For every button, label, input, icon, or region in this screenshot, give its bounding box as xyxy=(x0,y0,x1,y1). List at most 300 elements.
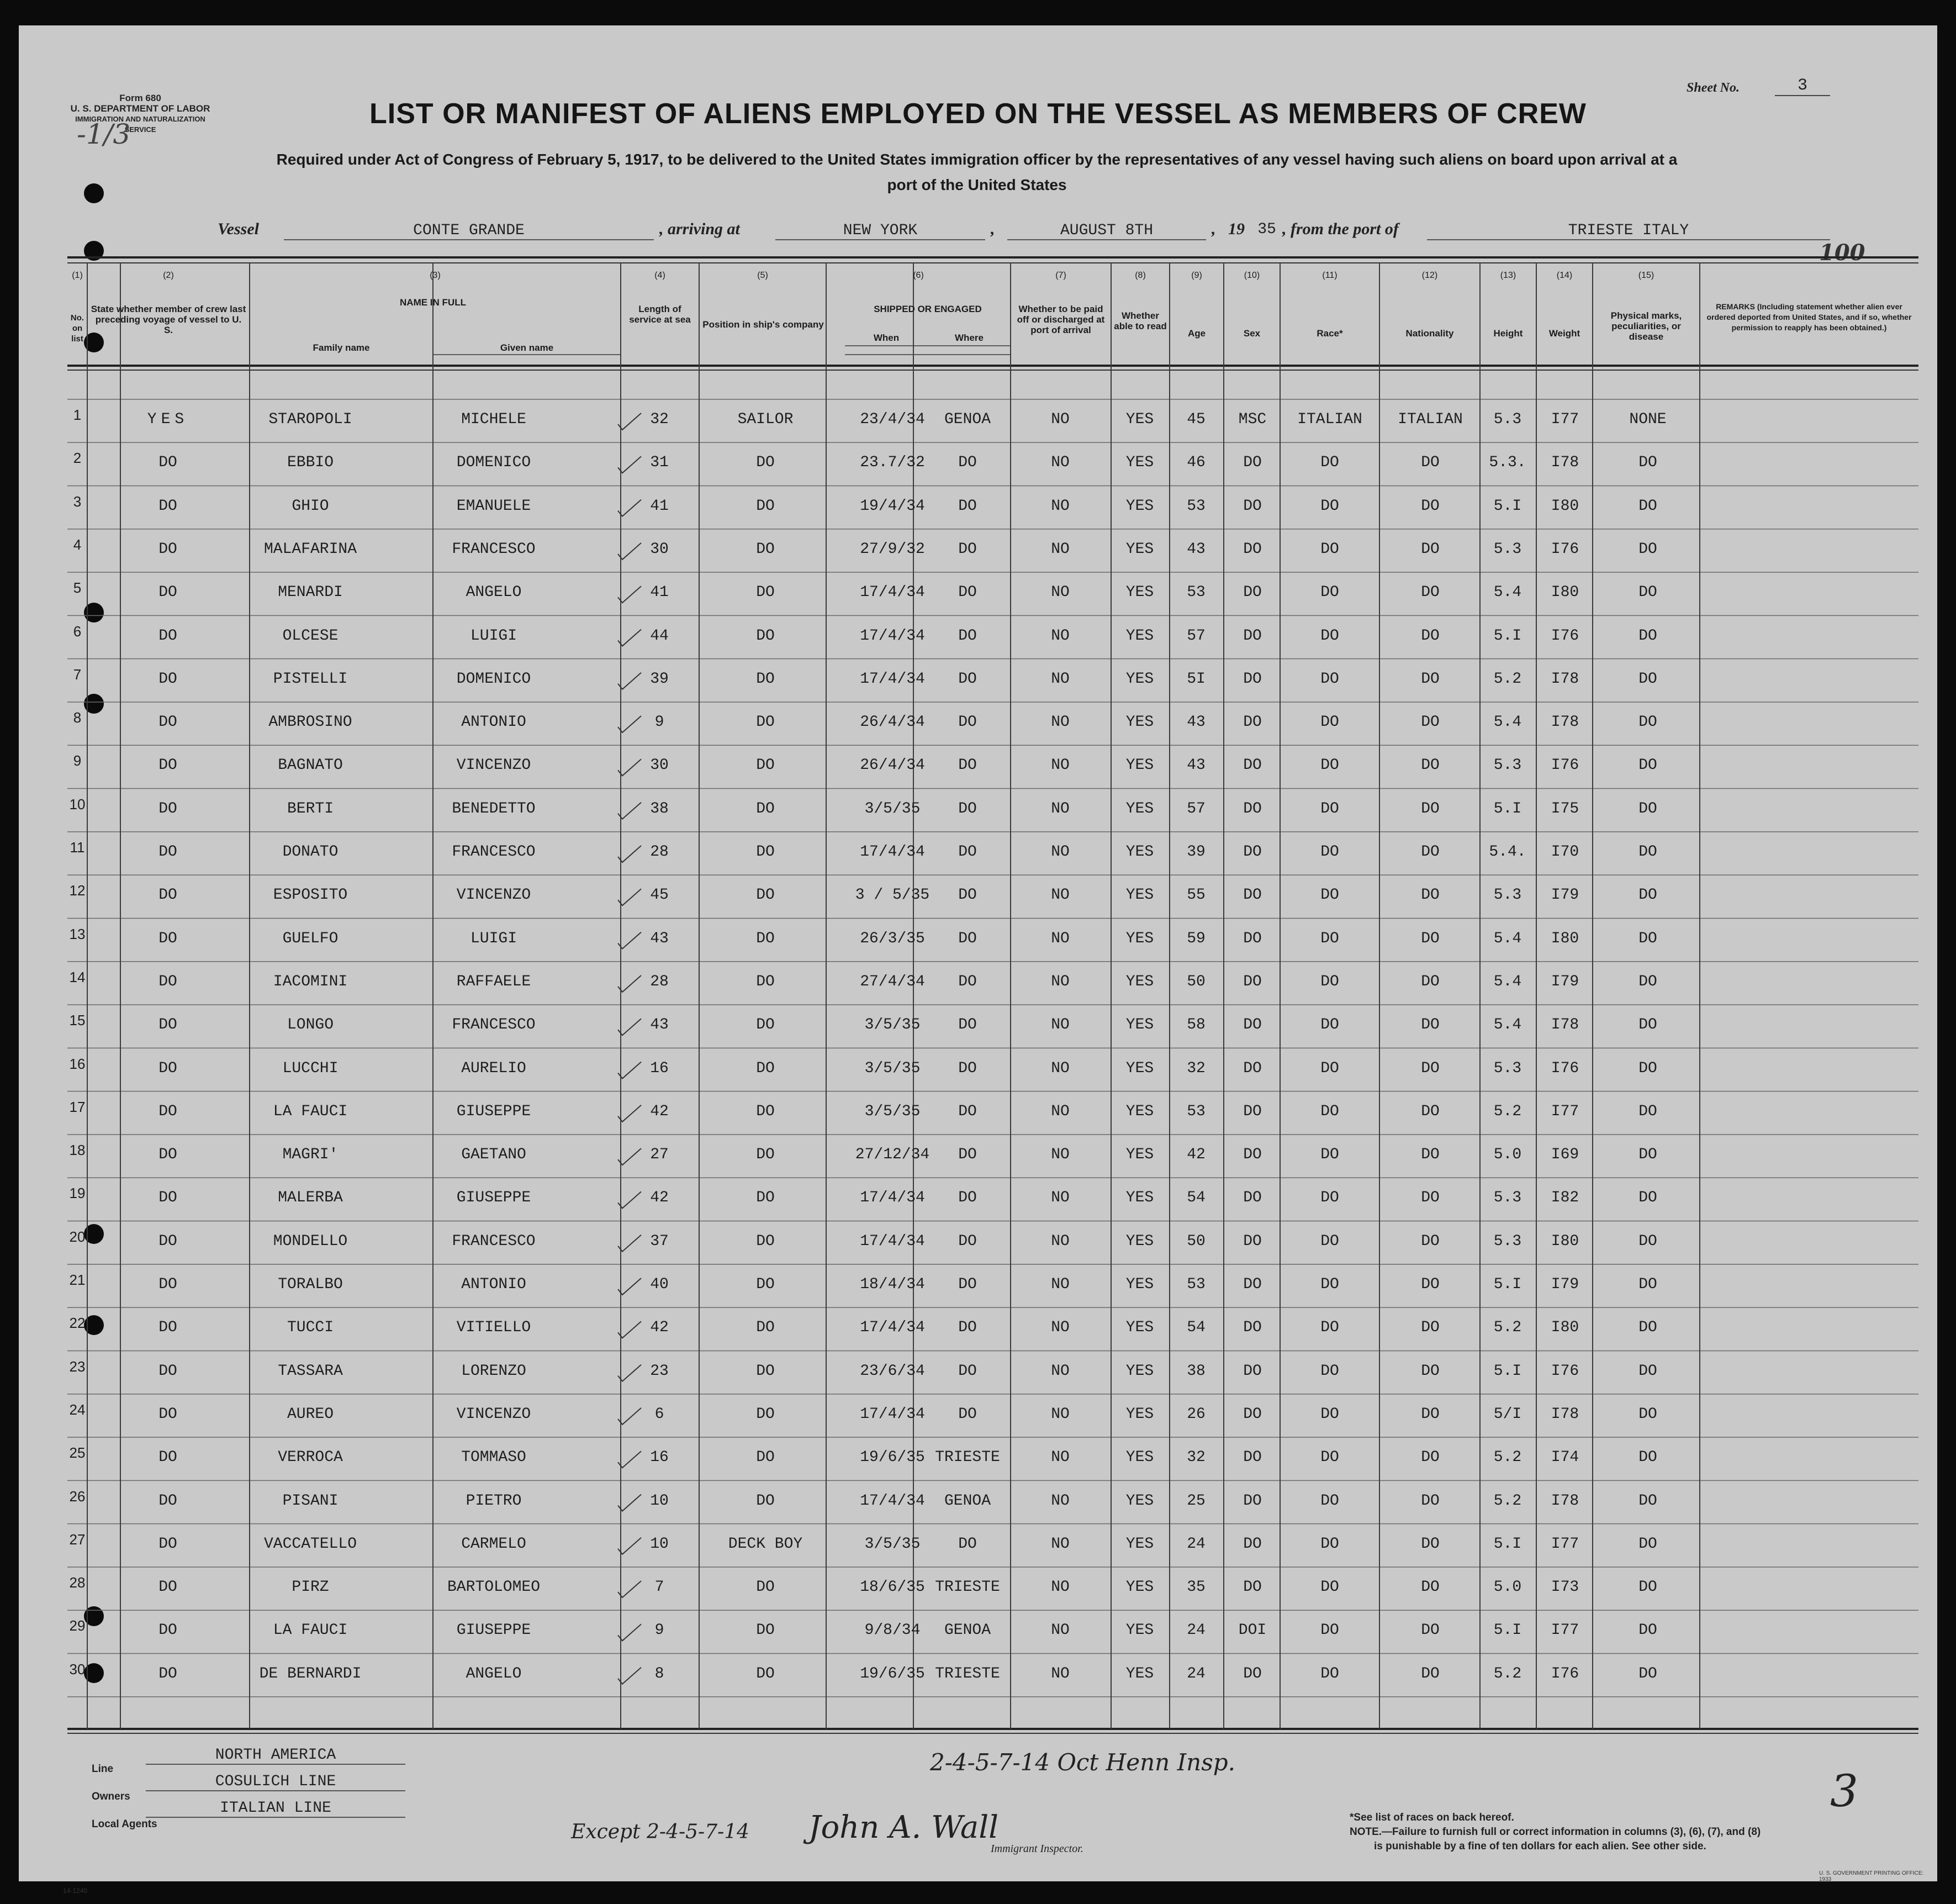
family-name: PISTELLI xyxy=(273,670,348,688)
physical-marks: DO xyxy=(1638,887,1657,904)
line-label: Line xyxy=(92,1763,114,1775)
service-length: 8 xyxy=(654,1665,664,1683)
sex: MSC xyxy=(1238,411,1267,428)
owners-label: Owners xyxy=(92,1791,130,1802)
service-length: 41 xyxy=(650,584,669,602)
shipped-where: DO xyxy=(958,1016,977,1034)
family-name: PIRZ xyxy=(292,1579,329,1596)
family-name: LA FAUCI xyxy=(273,1103,348,1120)
column-header: Family name xyxy=(313,342,370,353)
race: DO xyxy=(1320,540,1339,558)
family-name: GUELFO xyxy=(282,930,339,947)
notes: *See list of races on back hereof. NOTE.—Failure to furnish full or correct information in columns (3), (6), (7), and (8) is punishable by a fine of ten dollars for each alien. See other side. xyxy=(1350,1812,1761,1852)
paid-off: NO xyxy=(1051,627,1070,645)
position: DO xyxy=(756,1492,775,1510)
service-length: 41 xyxy=(650,497,669,515)
paid-off: NO xyxy=(1051,1059,1070,1077)
weight: I77 xyxy=(1551,1103,1579,1120)
printer-imprint: U. S. GOVERNMENT PRINTING OFFICE: 1933 xyxy=(1819,1870,1924,1882)
column-header: (13) xyxy=(1500,271,1516,280)
paid-off: NO xyxy=(1051,1189,1070,1207)
family-name: BAGNATO xyxy=(278,757,343,774)
local-agents-label: Local Agents xyxy=(92,1818,157,1830)
able-to-read: YES xyxy=(1125,540,1154,558)
row-number: 19 xyxy=(69,1185,86,1202)
row-number: 13 xyxy=(69,925,86,942)
race: DO xyxy=(1320,1276,1339,1293)
nationality: ITALIAN xyxy=(1398,411,1463,428)
column-header: Nationality xyxy=(1405,328,1454,339)
nationality: DO xyxy=(1421,1535,1440,1553)
sex: DO xyxy=(1243,497,1262,515)
shipped-where: DO xyxy=(958,627,977,645)
given-name: DOMENICO xyxy=(456,670,531,688)
position: DO xyxy=(756,757,775,774)
height: 5.0 xyxy=(1493,1579,1522,1596)
physical-marks: DO xyxy=(1638,1319,1657,1337)
race: DO xyxy=(1320,1059,1339,1077)
shipped-when: 17/4/34 xyxy=(860,1232,925,1250)
shipped-where: DO xyxy=(958,1059,977,1077)
age: 50 xyxy=(1187,973,1206,990)
shipped-when: 27/12/34 xyxy=(855,1146,930,1164)
able-to-read: YES xyxy=(1125,843,1154,861)
row-number: 11 xyxy=(70,839,85,856)
age: 25 xyxy=(1187,1492,1206,1510)
arrival-port: NEW YORK xyxy=(775,222,985,240)
nationality: DO xyxy=(1421,714,1440,731)
shipped-when: 17/4/34 xyxy=(860,670,925,688)
weight: I79 xyxy=(1551,973,1579,990)
given-name: FRANCESCO xyxy=(452,540,536,558)
sex: DO xyxy=(1243,584,1262,602)
prior-voyage: DO xyxy=(158,1449,177,1467)
prior-voyage: DO xyxy=(158,1016,177,1034)
row-number: 21 xyxy=(69,1272,86,1288)
prior-voyage: DO xyxy=(158,1579,177,1596)
paid-off: NO xyxy=(1051,540,1070,558)
nationality: DO xyxy=(1421,1146,1440,1164)
paid-off: NO xyxy=(1051,1492,1070,1510)
prior-voyage: DO xyxy=(158,540,177,558)
local-agents-value: ITALIAN LINE xyxy=(146,1800,405,1818)
line-value: NORTH AMERICA xyxy=(146,1747,405,1765)
owners-value: COSULICH LINE xyxy=(146,1773,405,1791)
sex: DO xyxy=(1243,1405,1262,1423)
paid-off: NO xyxy=(1051,930,1070,947)
family-name: LUCCHI xyxy=(282,1059,339,1077)
sex: DO xyxy=(1243,1665,1262,1683)
shipped-where: DO xyxy=(958,800,977,817)
nationality: DO xyxy=(1421,1232,1440,1250)
service-length: 10 xyxy=(650,1535,669,1553)
weight: I76 xyxy=(1551,1059,1579,1077)
position: DO xyxy=(756,714,775,731)
given-name: VINCENZO xyxy=(456,757,531,774)
service-length: 9 xyxy=(654,1622,664,1639)
given-name: VITIELLO xyxy=(456,1319,531,1337)
height: 5.3 xyxy=(1493,1232,1522,1250)
nationality: DO xyxy=(1421,497,1440,515)
paid-off: NO xyxy=(1051,1362,1070,1380)
service-length: 7 xyxy=(654,1579,664,1596)
weight: I78 xyxy=(1551,454,1579,472)
position: DO xyxy=(756,1362,775,1380)
height: 5.4 xyxy=(1493,714,1522,731)
column-header: Sex xyxy=(1243,328,1261,339)
able-to-read: YES xyxy=(1125,1103,1154,1120)
physical-marks: DO xyxy=(1638,843,1657,861)
age: 24 xyxy=(1187,1535,1206,1553)
service-length: 40 xyxy=(650,1276,669,1293)
physical-marks: DO xyxy=(1638,584,1657,602)
nationality: DO xyxy=(1421,1622,1440,1639)
row-number: 10 xyxy=(69,795,86,813)
weight: I78 xyxy=(1551,714,1579,731)
position: DO xyxy=(756,497,775,515)
shipped-when: 26/4/34 xyxy=(860,714,925,731)
paid-off: NO xyxy=(1051,973,1070,990)
service-length: 23 xyxy=(650,1362,669,1380)
weight: I73 xyxy=(1551,1579,1579,1596)
age: 57 xyxy=(1187,800,1206,817)
weight: I80 xyxy=(1551,930,1579,947)
able-to-read: YES xyxy=(1125,454,1154,472)
row-number: 29 xyxy=(69,1617,86,1634)
physical-marks: DO xyxy=(1638,1016,1657,1034)
height: 5.3 xyxy=(1493,540,1522,558)
service-length: 28 xyxy=(650,843,669,861)
family-name: MENARDI xyxy=(278,584,343,602)
shipped-when: 3/5/35 xyxy=(864,1016,921,1034)
sex: DO xyxy=(1243,627,1262,645)
column-header: Length of service at sea xyxy=(629,304,691,325)
weight: I79 xyxy=(1551,1276,1579,1293)
given-name: AURELIO xyxy=(461,1059,526,1077)
height: 5.2 xyxy=(1493,1492,1522,1510)
prior-voyage: DO xyxy=(158,627,177,645)
physical-marks: DO xyxy=(1638,1103,1657,1120)
nationality: DO xyxy=(1421,1059,1440,1077)
position: DECK BOY xyxy=(728,1535,803,1553)
shipped-when: 17/4/34 xyxy=(860,1189,925,1207)
shipped-where: DO xyxy=(958,1232,977,1250)
physical-marks: DO xyxy=(1638,930,1657,947)
column-header: (10) xyxy=(1244,271,1260,280)
paid-off: NO xyxy=(1051,1449,1070,1467)
race: DO xyxy=(1320,1232,1339,1250)
race: DO xyxy=(1320,1622,1339,1639)
given-name: ANTONIO xyxy=(461,714,526,731)
service-length: 9 xyxy=(654,714,664,731)
position: DO xyxy=(756,1016,775,1034)
prior-voyage: DO xyxy=(158,584,177,602)
given-name: ANTONIO xyxy=(461,1276,526,1293)
given-name: GIUSEPPE xyxy=(456,1103,531,1120)
physical-marks: DO xyxy=(1638,670,1657,688)
race: DO xyxy=(1320,1146,1339,1164)
age: 54 xyxy=(1187,1189,1206,1207)
position: DO xyxy=(756,1405,775,1423)
column-header: (8) xyxy=(1135,271,1146,280)
position: SAILOR xyxy=(737,411,794,428)
shipped-where: DO xyxy=(958,714,977,731)
sex: DO xyxy=(1243,1276,1262,1293)
prior-voyage: DO xyxy=(158,757,177,774)
age: 43 xyxy=(1187,540,1206,558)
sex: DO xyxy=(1243,1535,1262,1553)
shipped-where: DO xyxy=(958,454,977,472)
row-number: 1 xyxy=(73,407,82,423)
from-port-label: , from the port of xyxy=(1282,220,1399,238)
arrival-date: AUGUST 8TH xyxy=(1007,222,1206,240)
prior-voyage: DO xyxy=(158,843,177,861)
nationality: DO xyxy=(1421,843,1440,861)
sex: DO xyxy=(1243,887,1262,904)
age: 50 xyxy=(1187,1232,1206,1250)
service-length: 6 xyxy=(654,1405,664,1423)
service-length: 30 xyxy=(650,540,669,558)
race: DO xyxy=(1320,1362,1339,1380)
shipped-when: 23/4/34 xyxy=(860,411,925,428)
service-length: 43 xyxy=(650,930,669,947)
row-number: 20 xyxy=(69,1228,86,1245)
family-name: EBBIO xyxy=(287,454,334,472)
family-name: MONDELLO xyxy=(273,1232,348,1250)
race: DO xyxy=(1320,1535,1339,1553)
height: 5.I xyxy=(1493,1622,1522,1639)
prior-voyage: DO xyxy=(158,1405,177,1423)
height: 5.0 xyxy=(1493,1146,1522,1164)
able-to-read: YES xyxy=(1125,1362,1154,1380)
prior-voyage: DO xyxy=(158,1103,177,1120)
prior-voyage: DO xyxy=(158,1276,177,1293)
age: 32 xyxy=(1187,1059,1206,1077)
age: 57 xyxy=(1187,627,1206,645)
height: 5.I xyxy=(1493,1276,1522,1293)
race: DO xyxy=(1320,930,1339,947)
age: 38 xyxy=(1187,1362,1206,1380)
race: DO xyxy=(1320,973,1339,990)
physical-marks: DO xyxy=(1638,1362,1657,1380)
weight: I77 xyxy=(1551,1622,1579,1639)
able-to-read: YES xyxy=(1125,1535,1154,1553)
position: DO xyxy=(756,584,775,602)
family-name: VACCATELLO xyxy=(263,1535,357,1553)
prior-voyage: DO xyxy=(158,1362,177,1380)
subtitle: Required under Act of Congress of February 5, 1917, to be delivered to the United States immigration officer by the representatives of any vessel having such aliens on board upon arrival at a port of the United States xyxy=(276,151,1678,193)
shipped-when: 23/6/34 xyxy=(860,1362,925,1380)
physical-marks: DO xyxy=(1638,540,1657,558)
column-header: Given name xyxy=(500,342,554,353)
height: 5.4 xyxy=(1493,973,1522,990)
column-header: Height xyxy=(1493,328,1523,339)
row-number: 15 xyxy=(69,1012,86,1029)
shipped-when: 17/4/34 xyxy=(860,1319,925,1337)
sex: DO xyxy=(1243,973,1262,990)
sex: DO xyxy=(1243,1449,1262,1467)
position: DO xyxy=(756,670,775,688)
physical-marks: DO xyxy=(1638,497,1657,515)
sex: DO xyxy=(1243,454,1262,472)
family-name: BERTI xyxy=(287,800,334,817)
service-length: 43 xyxy=(650,1016,669,1034)
handwritten-except-note: Except 2-4-5-7-14 xyxy=(571,1821,750,1843)
position: DO xyxy=(756,887,775,904)
able-to-read: YES xyxy=(1125,1319,1154,1337)
column-header: Whether able to read xyxy=(1114,310,1167,331)
able-to-read: YES xyxy=(1125,1059,1154,1077)
shipped-when: 18/6/35 xyxy=(860,1579,925,1596)
height: 5.3 xyxy=(1493,1189,1522,1207)
nationality: DO xyxy=(1421,1665,1440,1683)
service-length: 42 xyxy=(650,1189,669,1207)
column-header: REMARKS (Including statement whether alien ever ordered deported from United States, and if so, whether permission to reapply has been obtained.) xyxy=(1706,302,1912,332)
position: DO xyxy=(756,1319,775,1337)
shipped-where: TRIESTE xyxy=(935,1449,1000,1467)
shipped-when: 3/5/35 xyxy=(864,1059,921,1077)
column-header: Position in ship's company xyxy=(702,319,824,330)
service-length: 16 xyxy=(650,1059,669,1077)
shipped-where: DO xyxy=(958,1405,977,1423)
service-length: 16 xyxy=(650,1449,669,1467)
sex: DO xyxy=(1243,670,1262,688)
age: 24 xyxy=(1187,1622,1206,1639)
handwritten-mark-top-left: -1/3 xyxy=(77,118,131,150)
weight: I77 xyxy=(1551,411,1579,428)
row-number: 27 xyxy=(69,1531,86,1548)
height: 5.3. xyxy=(1489,454,1526,472)
paid-off: NO xyxy=(1051,714,1070,731)
family-name: AUREO xyxy=(287,1405,334,1423)
paid-off: NO xyxy=(1051,411,1070,428)
shipped-where: DO xyxy=(958,1362,977,1380)
prior-voyage: DO xyxy=(158,1059,177,1077)
row-number: 7 xyxy=(73,666,82,683)
position: DO xyxy=(756,454,775,472)
shipped-when: 17/4/34 xyxy=(860,584,925,602)
weight: I78 xyxy=(1551,670,1579,688)
able-to-read: YES xyxy=(1125,411,1154,428)
given-name: VINCENZO xyxy=(456,887,531,904)
service-length: 32 xyxy=(650,411,669,428)
position: DO xyxy=(756,1059,775,1077)
paid-off: NO xyxy=(1051,1276,1070,1293)
family-name: MALERBA xyxy=(278,1189,343,1207)
row-number: 4 xyxy=(73,536,82,553)
shipped-when: 26/3/35 xyxy=(860,930,925,947)
age: 24 xyxy=(1187,1665,1206,1683)
age: 54 xyxy=(1187,1319,1206,1337)
able-to-read: YES xyxy=(1125,714,1154,731)
height: 5.3 xyxy=(1493,887,1522,904)
sex: DO xyxy=(1243,1579,1262,1596)
inspector-signature: John A. Wall xyxy=(808,1810,999,1845)
race: DO xyxy=(1320,757,1339,774)
family-name: OLCESE xyxy=(282,627,339,645)
sex: DO xyxy=(1243,540,1262,558)
paid-off: NO xyxy=(1051,1535,1070,1553)
shipped-where: DO xyxy=(958,497,977,515)
shipped-where: DO xyxy=(958,1276,977,1293)
paid-off: NO xyxy=(1051,497,1070,515)
service-length: 31 xyxy=(650,454,669,472)
race: DO xyxy=(1320,1492,1339,1510)
race: DO xyxy=(1320,1665,1339,1683)
row-number: 18 xyxy=(69,1142,86,1159)
row-number: 14 xyxy=(69,968,86,985)
weight: I76 xyxy=(1551,757,1579,774)
shipped-when: 19/4/34 xyxy=(860,497,925,515)
nationality: DO xyxy=(1421,584,1440,602)
prior-voyage: DO xyxy=(158,1146,177,1164)
race: DO xyxy=(1320,670,1339,688)
shipped-where: DO xyxy=(958,540,977,558)
age: 59 xyxy=(1187,930,1206,947)
paid-off: NO xyxy=(1051,670,1070,688)
nationality: DO xyxy=(1421,627,1440,645)
height: 5.4 xyxy=(1493,1016,1522,1034)
nationality: DO xyxy=(1421,887,1440,904)
family-name: AMBROSINO xyxy=(268,714,352,731)
row-number: 8 xyxy=(73,709,82,726)
given-name: FRANCESCO xyxy=(452,843,536,861)
position: DO xyxy=(756,930,775,947)
family-name: GHIO xyxy=(292,497,329,515)
family-name: PISANI xyxy=(282,1492,339,1510)
arriving-label: , arriving at xyxy=(659,220,740,238)
given-name: DOMENICO xyxy=(456,454,531,472)
shipped-where: GENOA xyxy=(944,411,991,428)
family-name: MAGRI' xyxy=(282,1146,339,1164)
column-header: Whether to be paid off or discharged at port of arrival xyxy=(1017,304,1105,335)
shipped-when: 17/4/34 xyxy=(860,627,925,645)
height: 5.4 xyxy=(1493,930,1522,947)
given-name: FRANCESCO xyxy=(452,1232,536,1250)
able-to-read: YES xyxy=(1125,1622,1154,1639)
prior-voyage: DO xyxy=(158,1535,177,1553)
nationality: DO xyxy=(1421,1492,1440,1510)
shipped-where: DO xyxy=(958,930,977,947)
position: DO xyxy=(756,1103,775,1120)
prior-voyage: DO xyxy=(158,1665,177,1683)
age: 45 xyxy=(1187,411,1206,428)
sex: DO xyxy=(1243,1016,1262,1034)
shipped-where: DO xyxy=(958,973,977,990)
shipped-when: 27/4/34 xyxy=(860,973,925,990)
height: 5.2 xyxy=(1493,1319,1522,1337)
age: 39 xyxy=(1187,843,1206,861)
row-number: 17 xyxy=(69,1098,86,1115)
age: 53 xyxy=(1187,584,1206,602)
shipped-where: DO xyxy=(958,1146,977,1164)
height: 5.2 xyxy=(1493,1449,1522,1467)
prior-voyage: DO xyxy=(158,454,177,472)
shipped-when: 17/4/34 xyxy=(860,1492,925,1510)
height: 5.3 xyxy=(1493,757,1522,774)
row-number: 26 xyxy=(69,1488,86,1505)
shipped-when: 19/6/35 xyxy=(860,1449,925,1467)
height: 5.I xyxy=(1493,1362,1522,1380)
family-name: DE BERNARDI xyxy=(259,1665,362,1683)
sex: DO xyxy=(1243,1319,1262,1337)
shipped-where: DO xyxy=(958,757,977,774)
shipped-when: 9/8/34 xyxy=(864,1622,921,1639)
height: 5.3 xyxy=(1493,1059,1522,1077)
paid-off: NO xyxy=(1051,1579,1070,1596)
sheet-number: 3 xyxy=(1775,76,1830,96)
physical-marks: DO xyxy=(1638,800,1657,817)
